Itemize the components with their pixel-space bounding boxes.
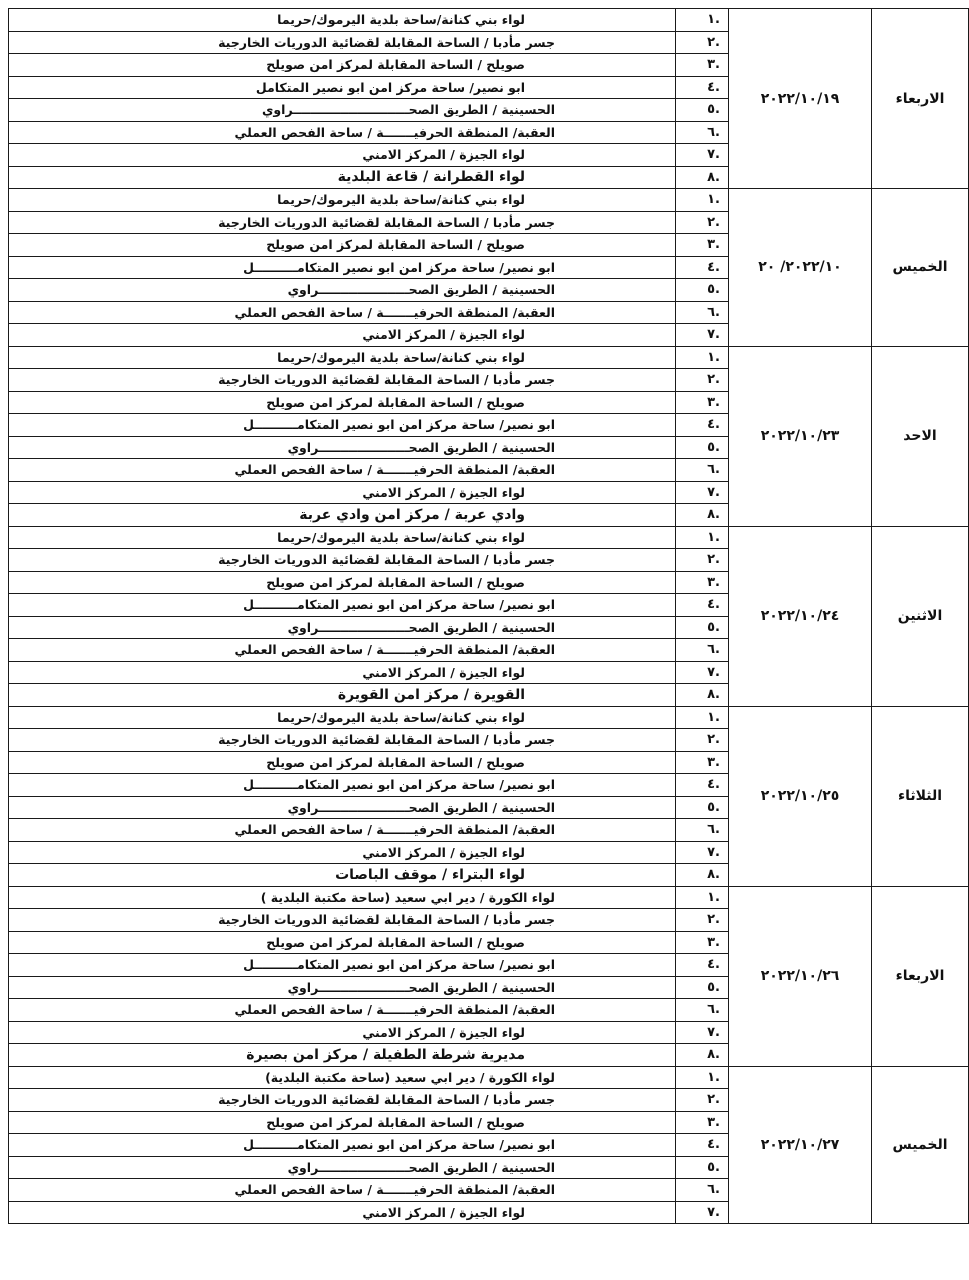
entry-number: .٥ <box>676 436 729 459</box>
entry-number: .٣ <box>676 1111 729 1134</box>
table-row <box>9 886 969 909</box>
entry-number: .٧ <box>676 661 729 684</box>
table-row <box>9 189 969 212</box>
entry-number: .٨ <box>676 864 729 887</box>
date-cell: ٢٠٢٢/١٠/٢٦ <box>729 886 872 1066</box>
date-cell: ٢٠٢٢/١٠/١٩ <box>729 9 872 189</box>
date-cell: ٢٠٢٢/١٠/٢٤ <box>729 526 872 706</box>
location-cell: لواء الجيزة / المركز الامني <box>9 1021 676 1044</box>
location-cell: القويرة / مركز امن القويرة <box>9 684 676 707</box>
location-cell: ابو نصير/ ساحة مركز امن ابو نصير المتكامل <box>9 76 676 99</box>
table-row <box>9 346 969 369</box>
schedule-sheet <box>8 8 948 1274</box>
location-cell: الحسينية / الطريق الصحـــــــــــــــــــــراوي <box>9 279 676 302</box>
location-cell: العقبة/ المنطقة الحرفيـــــــة / ساحة الفحص العملي <box>9 301 676 324</box>
day-cell: الخميس <box>872 189 969 347</box>
entry-number: .٣ <box>676 234 729 257</box>
entry-number: .٨ <box>676 1044 729 1067</box>
entry-number: .٨ <box>676 504 729 527</box>
location-cell: لواء الكورة / دير ابي سعيد (ساحة مكتبة البلدية) <box>9 1066 676 1089</box>
location-cell: ابو نصير/ ساحة مركز امن ابو نصير المتكامــــــــــل <box>9 1134 676 1157</box>
entry-number: .٤ <box>676 954 729 977</box>
location-cell: العقبة/ المنطقة الحرفيـــــــة / ساحة الفحص العملي <box>9 459 676 482</box>
location-cell: لواء الجيزة / المركز الامني <box>9 661 676 684</box>
location-cell: الحسينية / الطريق الصحـــــــــــــــــــــراوي <box>9 436 676 459</box>
entry-number: .١ <box>676 1066 729 1089</box>
schedule-table <box>8 8 969 1224</box>
date-cell: ٢٠٢٢/١٠/٢٧ <box>729 1066 872 1224</box>
entry-number: .٦ <box>676 121 729 144</box>
entry-number: .٥ <box>676 616 729 639</box>
location-cell: لواء الجيزة / المركز الامني <box>9 324 676 347</box>
entry-number: .٣ <box>676 54 729 77</box>
entry-number: .٣ <box>676 751 729 774</box>
date-cell: ٢٠٢٢/١٠/ ٢٠ <box>729 189 872 347</box>
location-cell: صويلح / الساحة المقابلة لمركز امن صويلح <box>9 571 676 594</box>
location-cell: الحسينية / الطريق الصحـــــــــــــــــــــراوي <box>9 796 676 819</box>
date-cell: ٢٠٢٢/١٠/٢٣ <box>729 346 872 526</box>
location-cell: العقبة/ المنطقة الحرفيـــــــة / ساحة الفحص العملي <box>9 639 676 662</box>
location-cell: لواء القطرانة / قاعة البلدية <box>9 166 676 189</box>
location-cell: لواء بني كنانة/ساحة بلدية اليرموك/حريما <box>9 9 676 32</box>
entry-number: .٢ <box>676 909 729 932</box>
entry-number: .٥ <box>676 976 729 999</box>
entry-number: .١ <box>676 346 729 369</box>
entry-number: .٢ <box>676 369 729 392</box>
table-row <box>9 1066 969 1089</box>
location-cell: لواء الجيزة / المركز الامني <box>9 481 676 504</box>
entry-number: .٦ <box>676 459 729 482</box>
entry-number: .٤ <box>676 594 729 617</box>
location-cell: العقبة/ المنطقة الحرفيـــــــة / ساحة الفحص العملي <box>9 121 676 144</box>
table-row <box>9 526 969 549</box>
entry-number: .٢ <box>676 729 729 752</box>
location-cell: العقبة/ المنطقة الحرفيـــــــة / ساحة الفحص العملي <box>9 819 676 842</box>
location-cell: ابو نصير/ ساحة مركز امن ابو نصير المتكامــــــــــل <box>9 414 676 437</box>
location-cell: لواء بني كنانة/ساحة بلدية اليرموك/حريما <box>9 526 676 549</box>
entry-number: .٧ <box>676 841 729 864</box>
entry-number: .٦ <box>676 999 729 1022</box>
entry-number: .٣ <box>676 391 729 414</box>
entry-number: .١ <box>676 189 729 212</box>
location-cell: العقبة/ المنطقة الحرفيـــــــة / ساحة الفحص العملي <box>9 999 676 1022</box>
entry-number: .١ <box>676 9 729 32</box>
entry-number: .٧ <box>676 144 729 167</box>
table-row <box>9 706 969 729</box>
day-cell: الاحد <box>872 346 969 526</box>
entry-number: .١ <box>676 526 729 549</box>
entry-number: .٢ <box>676 1089 729 1112</box>
location-cell: جسر مأدبا / الساحة المقابلة لقضائية الدوريات الخارجية <box>9 1089 676 1112</box>
location-cell: الحسينية / الطريق الصحـــــــــــــــــــــراوي <box>9 976 676 999</box>
entry-number: .١ <box>676 886 729 909</box>
entry-number: .٤ <box>676 256 729 279</box>
location-cell: ابو نصير/ ساحة مركز امن ابو نصير المتكامــــــــــل <box>9 954 676 977</box>
location-cell: ابو نصير/ ساحة مركز امن ابو نصير المتكامــــــــــل <box>9 594 676 617</box>
entry-number: .٦ <box>676 639 729 662</box>
location-cell: جسر مأدبا / الساحة المقابلة لقضائية الدوريات الخارجية <box>9 909 676 932</box>
entry-number: .٤ <box>676 414 729 437</box>
entry-number: .٣ <box>676 571 729 594</box>
day-cell: الاربعاء <box>872 9 969 189</box>
entry-number: .٢ <box>676 31 729 54</box>
location-cell: صويلح / الساحة المقابلة لمركز امن صويلح <box>9 391 676 414</box>
day-cell: الاثنين <box>872 526 969 706</box>
entry-number: .٧ <box>676 481 729 504</box>
entry-number: .٥ <box>676 796 729 819</box>
entry-number: .٦ <box>676 819 729 842</box>
location-cell: صويلح / الساحة المقابلة لمركز امن صويلح <box>9 54 676 77</box>
table-row <box>9 9 969 32</box>
entry-number: .٦ <box>676 1179 729 1202</box>
entry-number: .٥ <box>676 1156 729 1179</box>
location-cell: جسر مأدبا / الساحة المقابلة لقضائية الدوريات الخارجية <box>9 31 676 54</box>
entry-number: .٤ <box>676 1134 729 1157</box>
location-cell: مديرية شرطة الطفيلة / مركز امن بصيرة <box>9 1044 676 1067</box>
location-cell: لواء بني كنانة/ساحة بلدية اليرموك/حريما <box>9 346 676 369</box>
day-cell: الخميس <box>872 1066 969 1224</box>
date-cell: ٢٠٢٢/١٠/٢٥ <box>729 706 872 886</box>
entry-number: .٧ <box>676 324 729 347</box>
location-cell: لواء الكورة / دير ابي سعيد (ساحة مكتبة البلدية ) <box>9 886 676 909</box>
location-cell: جسر مأدبا / الساحة المقابلة لقضائية الدوريات الخارجية <box>9 369 676 392</box>
entry-number: .١ <box>676 706 729 729</box>
day-cell: الاربعاء <box>872 886 969 1066</box>
location-cell: الحسينية / الطريق الصحـــــــــــــــــــــراوي <box>9 616 676 639</box>
location-cell: ابو نصير/ ساحة مركز امن ابو نصير المتكامــــــــــل <box>9 774 676 797</box>
location-cell: لواء بني كنانة/ساحة بلدية اليرموك/حريما <box>9 189 676 212</box>
location-cell: العقبة/ المنطقة الحرفيـــــــة / ساحة الفحص العملي <box>9 1179 676 1202</box>
location-cell: لواء الجيزة / المركز الامني <box>9 841 676 864</box>
location-cell: لواء الجيزة / المركز الامني <box>9 144 676 167</box>
location-cell: لواء الجيزة / المركز الامني <box>9 1201 676 1224</box>
entry-number: .٧ <box>676 1021 729 1044</box>
location-cell: لواء بني كنانة/ساحة بلدية اليرموك/حريما <box>9 706 676 729</box>
entry-number: .٢ <box>676 211 729 234</box>
day-cell: الثلاثاء <box>872 706 969 886</box>
location-cell: جسر مأدبا / الساحة المقابلة لقضائية الدوريات الخارجية <box>9 549 676 572</box>
entry-number: .٨ <box>676 166 729 189</box>
entry-number: .٥ <box>676 99 729 122</box>
location-cell: صويلح / الساحة المقابلة لمركز امن صويلح <box>9 751 676 774</box>
location-cell: جسر مأدبا / الساحة المقابلة لقضائية الدوريات الخارجية <box>9 729 676 752</box>
location-cell: ابو نصير/ ساحة مركز امن ابو نصير المتكامــــــــــل <box>9 256 676 279</box>
entry-number: .٣ <box>676 931 729 954</box>
location-cell: جسر مأدبا / الساحة المقابلة لقضائية الدوريات الخارجية <box>9 211 676 234</box>
location-cell: الحسينية / الطريق الصحـــــــــــــــــــــــــــراوي <box>9 99 676 122</box>
entry-number: .٤ <box>676 76 729 99</box>
location-cell: صويلح / الساحة المقابلة لمركز امن صويلح <box>9 234 676 257</box>
entry-number: .٨ <box>676 684 729 707</box>
entry-number: .٤ <box>676 774 729 797</box>
location-cell: وادي عربة / مركز امن وادي عربة <box>9 504 676 527</box>
entry-number: .٥ <box>676 279 729 302</box>
entry-number: .٦ <box>676 301 729 324</box>
location-cell: صويلح / الساحة المقابلة لمركز امن صويلح <box>9 1111 676 1134</box>
location-cell: الحسينية / الطريق الصحـــــــــــــــــــــراوي <box>9 1156 676 1179</box>
location-cell: صويلح / الساحة المقابلة لمركز امن صويلح <box>9 931 676 954</box>
entry-number: .٢ <box>676 549 729 572</box>
schedule-body <box>9 9 969 1224</box>
location-cell: لواء البتراء / موقف الباصات <box>9 864 676 887</box>
entry-number: .٧ <box>676 1201 729 1224</box>
